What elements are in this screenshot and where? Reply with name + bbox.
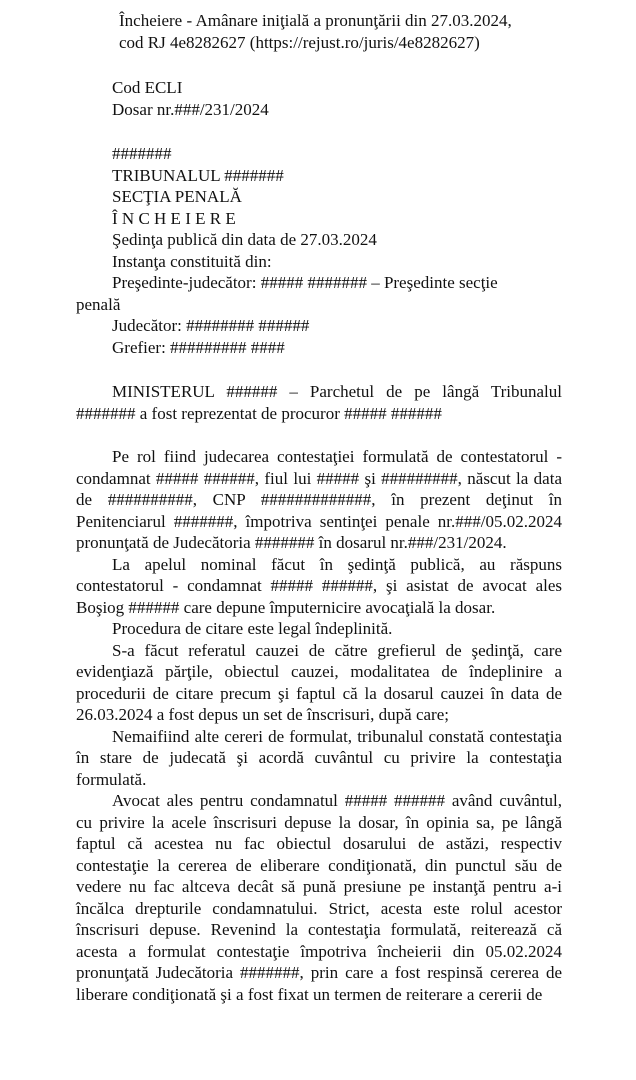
- session-date: Şedinţa publică din data de 27.03.2024: [112, 230, 377, 249]
- body-paragraph: Nemaifiind alte cereri de formulat, tribunalul constată contestaţia în stare de judecată şi acordă cuvântul cu privire la contestaţia formulată.: [76, 726, 562, 789]
- court-hash: #######: [112, 144, 172, 163]
- body-paragraph: La apelul nominal făcut în şedinţă publică, au răspuns contestatorul - condamnat ##### ######, şi asistat de avocat ales Boşiog ###### care depune împuternicire avocaţială la dosar.: [76, 554, 562, 617]
- presiding-judge: Preşedinte-judecător: ##### ####### – Preşedinte secţie: [112, 273, 498, 292]
- document-type: Î N C H E I E R E: [112, 208, 236, 228]
- court-constituted: Instanţa constituită din:: [112, 251, 272, 271]
- body-paragraph: Pe rol fiind judecarea contestaţiei formulată de contestatorul - condamnat ##### ######, fiul lui ##### şi #########, născut la data de ##########, CNP #############, în prezent deţinut în Penitenciarul #######, împotriva sentinţei penale nr.###/05.02.2024 pronunţată de Judecătoria ####### în dosarul nr.###/231/2024.: [76, 447, 562, 552]
- ministerul-paragraph: MINISTERUL ###### – Parchetul de pe lângă Tribunalul ####### a fost reprezentat de procuror ##### ######: [76, 382, 562, 423]
- court-composition: [76, 143, 564, 358]
- body-paragraph: Procedura de citare este legal îndeplinită.: [112, 619, 393, 638]
- header-title-line: Încheiere - Amânare iniţială a pronunţării din 27.03.2024,: [119, 11, 512, 30]
- section-name: SECŢIA PENALĂ: [112, 187, 242, 206]
- body-paragraph: Avocat ales pentru condamnatul ##### ###### având cuvântul, cu privire la acele înscrisuri depuse la dosar, în opinia sa, pe lângă faptul că acestea nu fac obiectul dosarului de astăzi, respectiv contestaţie la cererea de eliberare condiţionată, din punctul său de vedere nu fac altceva decât să pună presiune pe instanţă pentru a-i încălca drepturile condamnatului. Strict, acesta este rolul acestor înscrisuri depuse. Revenind la contestaţia formulată, reiterează că acesta a formulat contestaţie împotriva încheierii din 05.02.2024 pronunţată Judecătoria #######, prin care a fost respinsă cererea de liberare condiţionată şi a fost fixat un termen de reiterare a cererii de: [76, 791, 562, 1004]
- body-section: [76, 446, 562, 1005]
- presiding-judge-continued: penală: [76, 294, 121, 314]
- judge: Judecător: ######## ######: [112, 316, 310, 335]
- tribunal-name: TRIBUNALUL #######: [112, 165, 284, 185]
- clerk: Grefier: ######### ####: [112, 337, 285, 357]
- body-paragraph: S-a făcut referatul cauzei de către grefierul de şedinţă, care evidenţiază părţile, obiectul cauzei, modalitatea de îndeplinire a procedurii de citare precum şi faptul că la dosarul cauzei în data de 26.03.2024 a fost depus un set de înscrisuri, după care;: [76, 640, 562, 724]
- dosar-number: Dosar nr.###/231/2024: [112, 99, 269, 119]
- ecli-code: Cod ECLI: [112, 78, 183, 97]
- prosecutor-section: [76, 381, 562, 424]
- case-meta: [112, 77, 269, 120]
- document-header: [119, 10, 579, 53]
- header-code-line: cod RJ 4e8282627 (https://rejust.ro/juris/4e8282627): [119, 32, 480, 52]
